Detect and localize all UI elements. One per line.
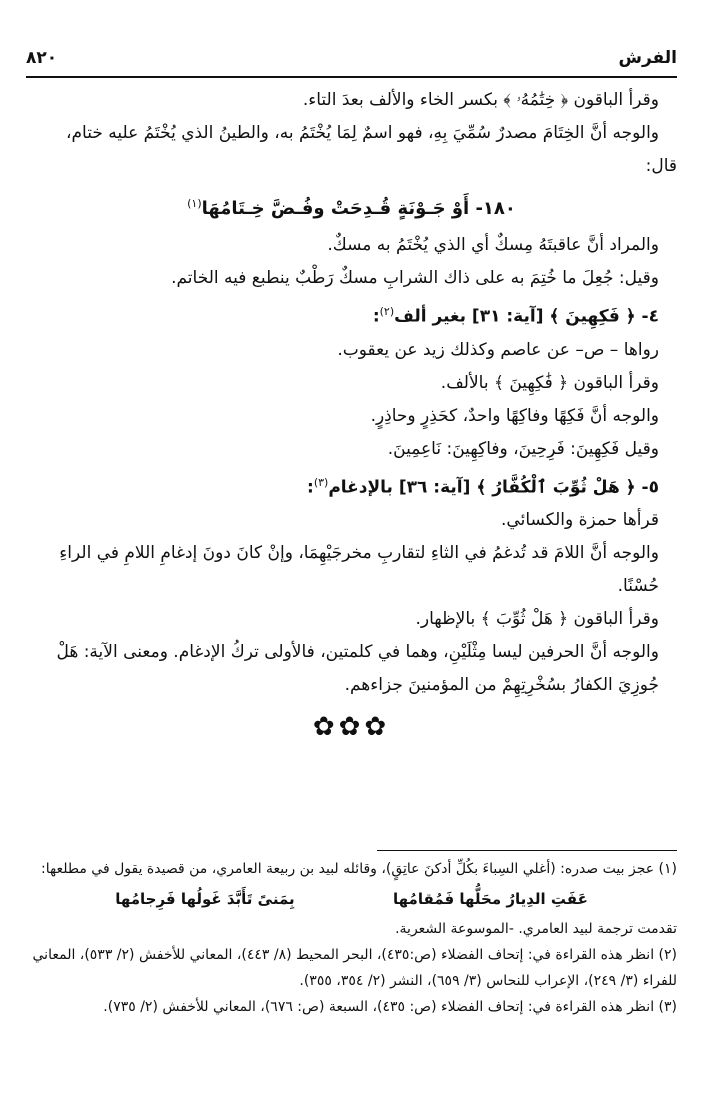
- page-header: [26, 46, 677, 78]
- footnote-divider: [377, 850, 677, 851]
- footnote-ref: (٣): [313, 475, 329, 489]
- reading-heading-text: ٤- ﴿ فَكِهِينَ ﴾ [آية: ٣١] بغير ألف: [394, 306, 659, 327]
- paragraph: قال:: [645, 156, 677, 176]
- paragraph: وقيل فَكِهِينَ: فَرِحِينَ، وفاكِهِينَ: نَاعِمِينَ.: [387, 438, 659, 459]
- paragraph: وقرأ الباقون ﴿ خِتَٰمُهُۥ ﴾ بكسر الخاء والألف بعدَ التاء.: [302, 90, 659, 110]
- paragraph: وقرأ الباقون ﴿ فَٰكِهِينَ ﴾ بالألف.: [440, 372, 659, 393]
- verse-text: ١٨٠- أَوْ جَـوْنَةٍ قُـدِحَتْ وفُـضَّ خِـتَامُهَا: [201, 198, 516, 219]
- paragraph: رواها – ص– عن عاصم وكذلك زيد عن يعقوب.: [337, 339, 659, 360]
- paragraph: وقيل: جُعِلَ ما خُتِمَ به على ذاك الشرابِ مسكٌ رَطْبٌ ينطبع فيه الخاتم.: [171, 268, 659, 288]
- footnote-ref: (١): [187, 197, 202, 210]
- paragraph: والوجه أنَّ الخِتَامَ مصدرٌ سُمِّيَ بِهِ، فهو اسمٌ لِمَا يُخْتَمُ به، والطينُ الذي يُخْتَمُ عليه ختام،: [66, 123, 659, 143]
- paragraph: وقرأ الباقون ﴿ هَلْ ثُوِّبَ ﴾ بالإظهار.: [415, 609, 659, 630]
- heading-colon: :: [307, 477, 314, 498]
- paragraph: قرأها حمزة والكسائي.: [501, 510, 659, 531]
- footnote-3: (٣) انظر هذه القراءة في: إتحاف الفضلاء (ص: ٤٣٥)، السبعة (ص: ٦٧٦)، المعاني للأخفش (٢/ ٧٣٥).: [103, 999, 677, 1015]
- section-separator-ornament: ✿✿✿: [312, 712, 391, 743]
- couplet-second-hemistich: بِمَنىً تَأَبَّدَ غَولُها فَرِجامُها: [115, 890, 295, 908]
- poetry-couplet: [26, 882, 677, 916]
- paragraph: والوجه أنَّ الحرفين ليسا مِثْلَيْنِ، وهما في كلمتين، فالأولى تركُ الإدغام. ومعنى الآية: هَلْ جُوزِيَ الكفارُ بسُخْرِتِهِمْ من المؤمنينَ جزاءهم.: [56, 642, 659, 696]
- page-number: ٨٢٠: [26, 48, 58, 68]
- reading-heading: [26, 466, 677, 505]
- footnote-ref: (٢): [379, 305, 395, 318]
- footnote-2: (٢) انظر هذه القراءة في: إتحاف الفضلاء (ص:٤٣٥)، البحر المحيط (٨/ ٤٤٣)، المعاني للأخفش (٢/ ٥٣٣)، المعاني للفراء (٣/ ٢٤٩)، الإعراب للنحاس (٣/ ٦٥٩)، النشر (٢/ ٣٥٤، ٣٥٥).: [32, 947, 677, 989]
- paragraph: والوجه أنَّ اللامَ قد تُدغمُ في الثاءِ لتقاربِ مخرجَيْهِمَا، وإنْ كانَ دونَ إدغامِ اللامِ في الراءِ حُسْنًا.: [59, 543, 659, 597]
- poetry-verse: [26, 183, 677, 229]
- footnotes: [26, 856, 677, 1020]
- reading-heading: [26, 295, 677, 334]
- paragraph: والوجه أنَّ فَكِهًا وفاكِهًا واحدٌ، كحَذِرٍ وحاذِرٍ.: [370, 405, 659, 426]
- reading-heading-text: ٥- ﴿ هَلْ ثُوِّبَ ٱلْكُفَّارُ ﴾ [آية: ٣٦] بالإدغام: [328, 477, 659, 498]
- footnote-1-end: تقدمت ترجمة لبيد العامري. -الموسوعة الشعرية.: [395, 921, 677, 937]
- couplet-first-hemistich: عَفَتِ الدِيارُ محَلُّها فَمُقامُها: [393, 890, 588, 908]
- chapter-title: الفرش: [618, 48, 677, 68]
- paragraph: والمراد أنَّ عاقبتَهُ مِسكٌ أي الذي يُخْتَمُ به مسكٌ.: [327, 235, 659, 255]
- main-text: [26, 84, 677, 742]
- footnote-1: (١) عجز بيت صدره: (أغلي السِباءَ بكُلِّ أدكنَ عاتِقٍ)، وقائله لبيد بن ربيعة العامري، من قصيدة يقول في مطلعها:: [41, 861, 677, 877]
- heading-colon: :: [372, 306, 380, 327]
